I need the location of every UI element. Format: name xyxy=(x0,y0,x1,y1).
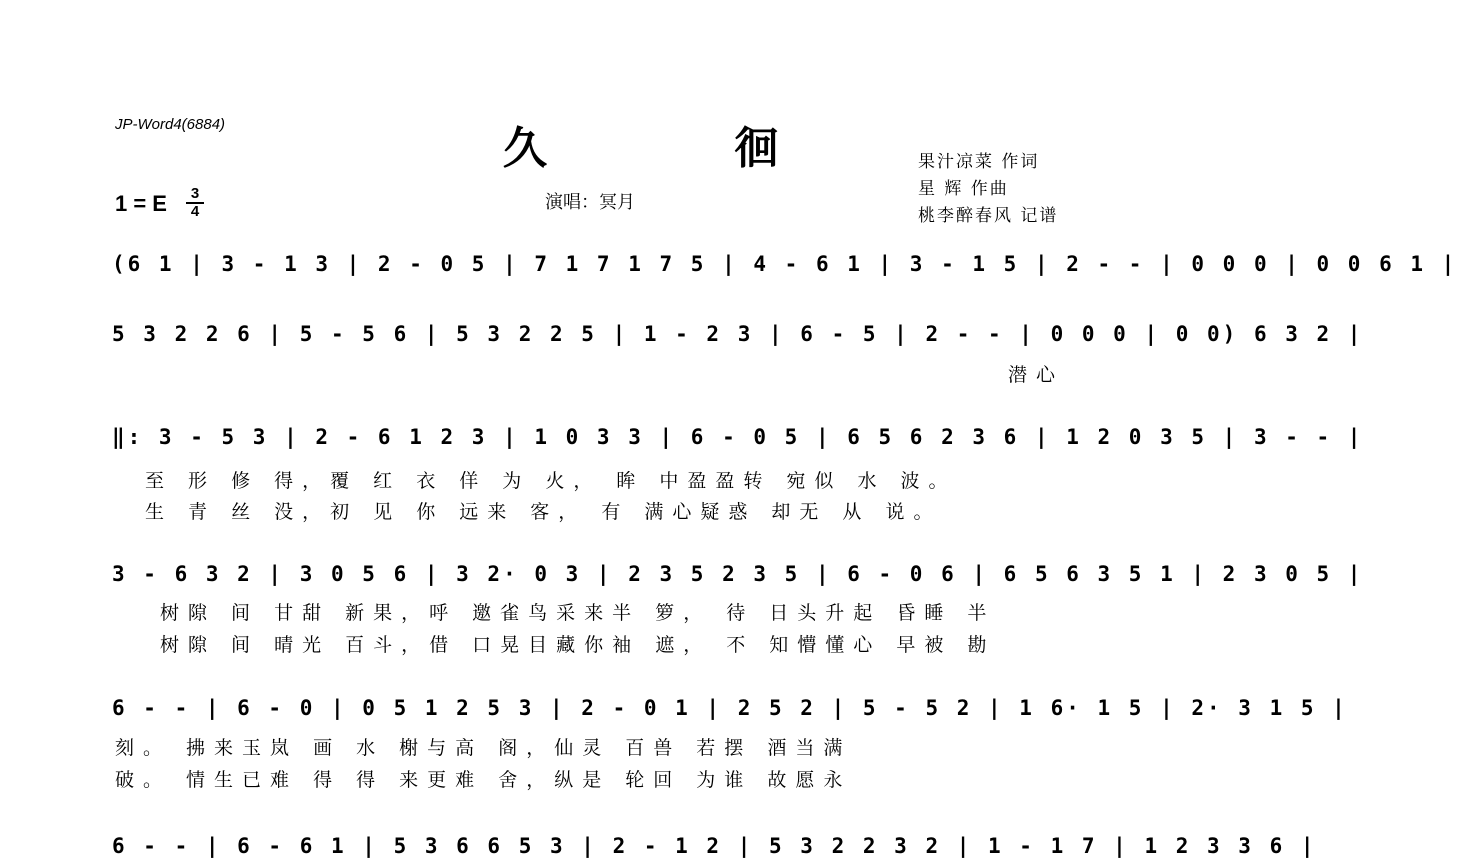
lyric-line-5-verse-2: 破。 情生已难 得 得 来更难 舍，纵是 轮回 为谁 故愿永 xyxy=(115,769,852,791)
key-signature: 1 = E xyxy=(115,191,167,216)
composer-credit: 星 辉 作曲 xyxy=(918,179,1009,199)
singer-label: 演唱：冥月 xyxy=(545,192,635,213)
lyricist-credit: 果汁凉菜 作词 xyxy=(918,152,1040,172)
transcriber-credit: 桃李醉春风 记谱 xyxy=(918,206,1059,226)
lyric-line-4-verse-1: 树隙 间 甘甜 新果，呼 邀雀鸟采来半 箩， 待 日头升起 昏睡 半 xyxy=(160,602,996,624)
notation-line-4: 3 - 6 3 2 | 3 0 5 6 | 3 2· 0 3 | 2 3 5 2 3 5 | 6 - 0 6 | 6 5 6 3 5 1 | 2 3 0 5 | xyxy=(112,562,1364,586)
notation-line-5: 6 - - | 6 - 0 | 0 5 1 2 5 3 | 2 - 0 1 | 2 5 2 | 5 - 5 2 | 1 6· 1 5 | 2· 3 1 5 | xyxy=(112,696,1348,720)
lyric-line-2: 潜心 xyxy=(1008,364,1065,386)
notation-line-1: (6 1 | 3 - 1 3 | 2 - 0 5 | 7 1 7 1 7 5 | 4 - 6 1 | 3 - 1 5 | 2 - - | 0 0 0 | 0 0 6 1 | xyxy=(112,252,1457,276)
lyric-line-5-verse-1: 刻。 拂来玉岚 画 水 榭与高 阁，仙灵 百兽 若摆 酒当满 xyxy=(115,737,852,759)
software-watermark: JP-Word4(6884) xyxy=(115,116,226,133)
lyric-line-4-verse-2: 树隙 间 晴光 百斗，借 口晃目藏你袖 遮， 不 知懵懂心 早被 勘 xyxy=(160,634,996,656)
song-title: 久 徊 xyxy=(503,123,865,174)
notation-line-3: ‖: 3 - 5 3 | 2 - 6 1 2 3 | 1 0 3 3 | 6 - 0 5 | 6 5 6 2 3 6 | 1 2 0 3 5 | 3 - - | xyxy=(112,425,1364,449)
lyric-line-3-verse-1: 至 形 修 得，覆 红 衣 佯 为 火， 眸 中盈盈转 宛似 水 波。 xyxy=(145,470,957,492)
credits-block xyxy=(918,149,1058,230)
meter-denominator: 4 xyxy=(190,203,200,220)
notation-line-2: 5 3 2 2 6 | 5 - 5 6 | 5 3 2 2 5 | 1 - 2 3 | 6 - 5 | 2 - - | 0 0 0 | 0 0) 6 3 2 | xyxy=(112,322,1364,346)
lyric-line-3-verse-2: 生 青 丝 没，初 见 你 远来 客， 有 满心疑惑 却无 从 说。 xyxy=(145,501,942,523)
time-signature xyxy=(186,187,204,219)
meter-numerator: 3 xyxy=(190,185,200,202)
notation-line-6: 6 - - | 6 - 6 1 | 5 3 6 6 5 3 | 2 - 1 2 | 5 3 2 2 3 2 | 1 - 1 7 | 1 2 3 3 6 | xyxy=(112,834,1317,858)
